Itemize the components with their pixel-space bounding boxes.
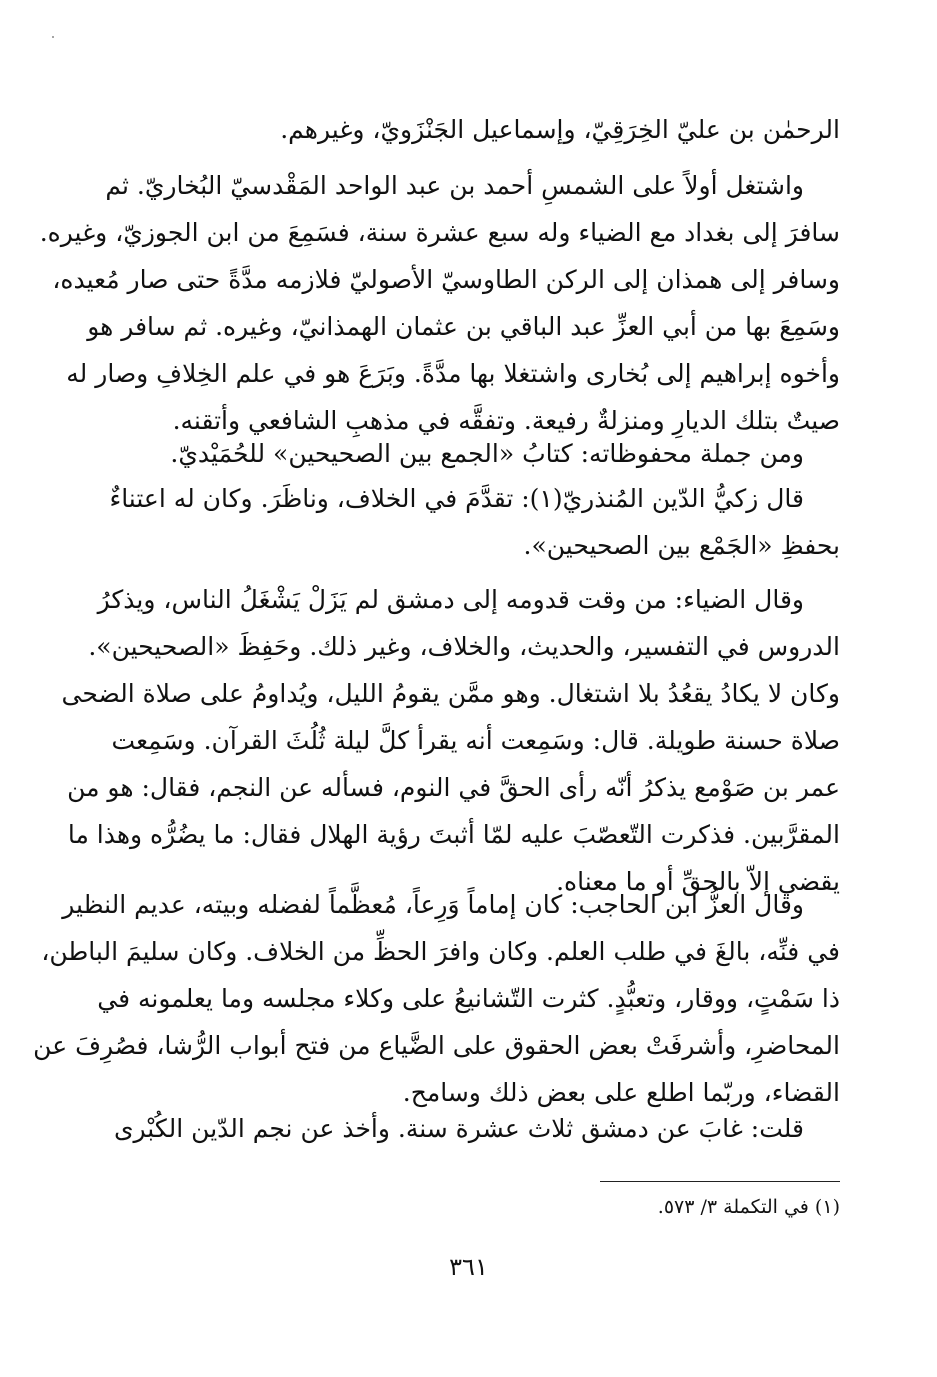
paragraph-ibn-hajib <box>33 881 840 1116</box>
text-line: صلاة حسنة طويلة. قال: وسَمِعت أنه يقرأ كلَّ ليلة ثُلُثَ القرآن. وسَمِعت <box>111 726 840 755</box>
text-line: الدروس في التفسير، والحديث، والخلاف، وغير ذلك. وحَفِظَ «الصحيحين». <box>88 632 840 661</box>
footnote-separator <box>600 1181 840 1182</box>
text-line: وأخوه إبراهيم إلى بُخارى واشتغلا بها مدَّةً. وبَرَعَ هو في علم الخِلافِ وصار له <box>66 359 840 388</box>
paragraph-memorized <box>118 430 840 477</box>
text-line: القضاء، وربّما اطلع على بعض ذلك وسامح. <box>402 1078 840 1107</box>
scan-speck <box>52 36 54 38</box>
text-line: عمر بن صَوْمع يذكرُ أنّه رأى الحقَّ في النوم، فسأله عن النجم، فقال: هو من <box>67 773 840 802</box>
paragraph-author-note <box>113 1105 840 1152</box>
paragraph-continuation <box>118 106 840 153</box>
paragraph-studies <box>39 162 840 444</box>
text-line: وسافر إلى همذان إلى الركن الطاوسيّ الأصوليّ فلازمه مدَّةً حتى صار مُعيده، <box>52 265 840 294</box>
text-line: سافرَ إلى بغداد مع الضياء وله سبع عشرة سنة، فسَمِعَ من ابن الجوزيّ، وغيره. <box>39 218 840 247</box>
text-line: ذا سَمْتٍ، ووقار، وتعبُّدٍ. كثرت التّشانيعُ على وكلاء مجلسه وما يعلمونه في <box>97 984 840 1013</box>
page-number: ٣٦١ <box>449 1253 488 1281</box>
text-line: قال زكيُّ الدّين المُنذريّ(١): تقدَّمَ في الخلاف، وناظَرَ. وكان له اعتناءٌ <box>109 484 804 513</box>
text-line: صيتٌ بتلك الديارِ ومنزلةٌ رفيعة. وتفقَّه في مذهبِ الشافعي وأتقنه. <box>172 406 840 435</box>
paragraph-mundhiri <box>109 475 840 569</box>
text-line: ومن جملة محفوظاته: كتابُ «الجمع بين الصحيحين» للحُمَيْديّ. <box>170 439 804 468</box>
text-line: واشتغل أولاً على الشمسِ أحمد بن عبد الواحد المَقْدسيّ البُخاريّ. ثم <box>105 171 804 200</box>
text-line: وقال العزُّ ابن الحاجب: كان إماماً وَرِعاً، مُعظَّماً لفضله وبيته، عديم النظير <box>62 890 804 919</box>
text-line: وسَمِعَ بها من أبي العزِّ عبد الباقي بن عثمان الهمذانيّ، وغيره. ثم سافر هو <box>87 312 840 341</box>
footnote: (١) في التكملة ٣/ ٥٧٣. <box>657 1196 840 1218</box>
text-line: يقضي إلاّ بالحقِّ أو ما معناه. <box>556 867 840 896</box>
text-line: المحاضرِ، وأشرفَتْ بعض الحقوق على الضَّياع من فتح أبواب الرُّشا، فصُرِفَ عن <box>33 1031 840 1060</box>
text-line: المقرَّبين. فذكرت التّعصّبَ عليه لمّا أثبتَ رؤية الهلال فقال: ما يضُرُّه وهذا ما <box>67 820 840 849</box>
text-line: قلت: غابَ عن دمشق ثلاث عشرة سنة. وأخذ عن نجم الدّين الكُبْرى <box>113 1114 804 1143</box>
text-line: الرحمٰن بن عليّ الخِرَقِيّ، وإسماعيل الجَنْزَويّ، وغيرهم. <box>280 115 840 144</box>
text-line: وقال الضياء: من وقت قدومه إلى دمشق لم يَزَلْ يَشْغَلُ الناس، ويذكرُ <box>97 585 804 614</box>
text-line: في فنِّه، بالغَ في طلب العلم. وكان وافرَ الحظِّ من الخلاف. وكان سليمَ الباطن، <box>41 937 840 966</box>
text-line: وكان لا يكادُ يقعُدُ بلا اشتغال. وهو ممَّن يقومُ الليل، ويُداومُ على صلاة الضحى <box>61 679 840 708</box>
text-line: بحفظِ «الجَمْع بين الصحيحين». <box>523 531 840 560</box>
